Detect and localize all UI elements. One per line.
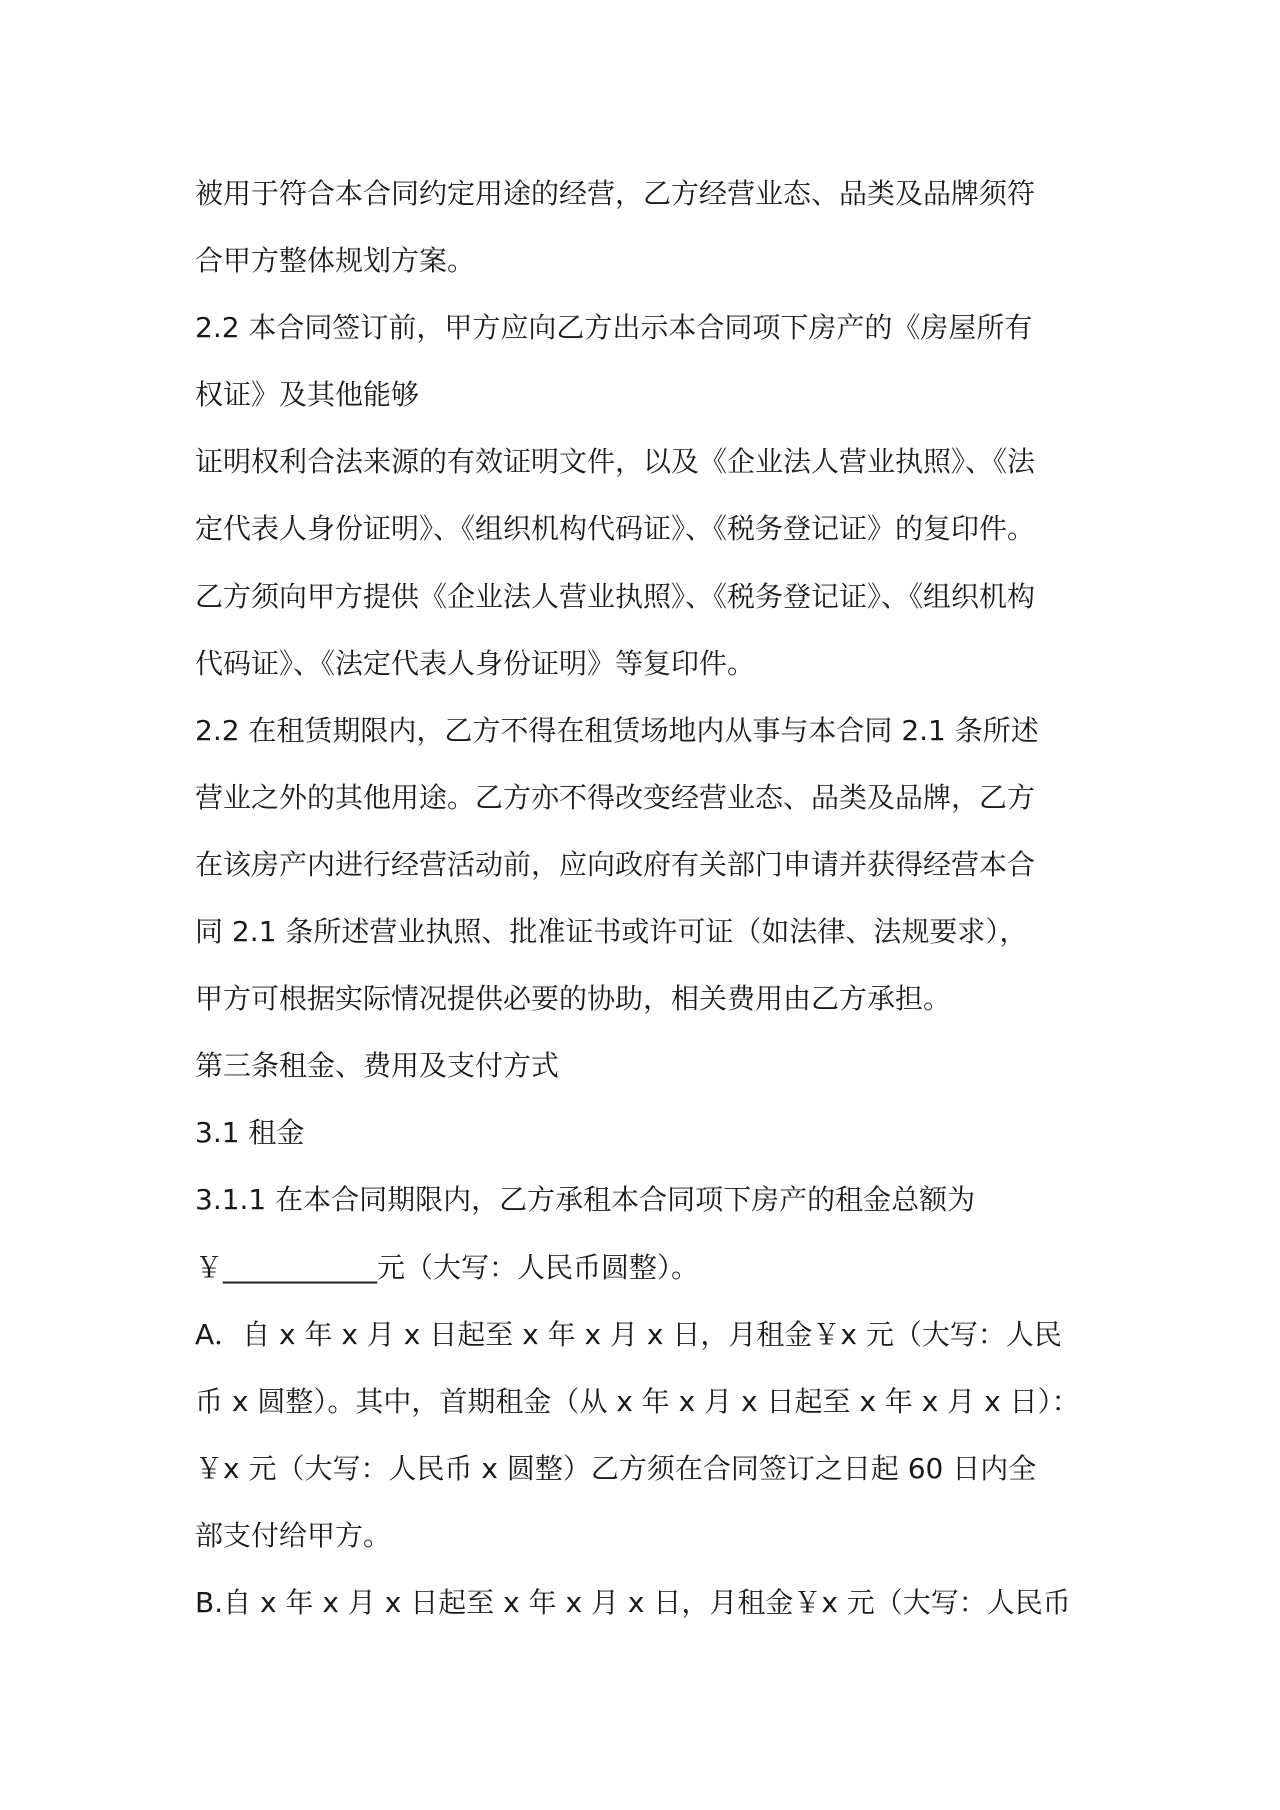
text-line: 证明权利合法来源的有效证明文件，以及《企业法人营业执照》、《法 (195, 445, 1036, 479)
text-line: ￥x 元（大写：人民币 x 圆整）乙方须在合同签订之日起 60 日内全 (195, 1451, 1037, 1485)
text-line: 币 x 圆整）。其中，首期租金（从 x 年 x 月 x 日起至 x 年 x 月 x 日）： (195, 1384, 1080, 1418)
text-line: 合甲方整体规划方案。 (195, 244, 476, 278)
clause-3-1-heading: 3.1 租金 (195, 1116, 305, 1150)
text-line: 代码证》、《法定代表人身份证明》等复印件。 (195, 646, 756, 680)
text-line: 营业之外的其他用途。乙方亦不得改变经营业态、品类及品牌，乙方 (195, 780, 1036, 814)
text-line: 部支付给甲方。 (195, 1518, 392, 1552)
clause-3-1-1-line: 3.1.1 在本合同期限内，乙方承租本合同项下房产的租金总额为 (195, 1183, 976, 1217)
clause-2-2-line: 2.2 本合同签订前，甲方应向乙方出示本合同项下房产的《房屋所有 (195, 311, 1033, 345)
clause-2-2-line: 2.2 在租赁期限内，乙方不得在租赁场地内从事与本合同 2.1 条所述 (195, 713, 1039, 747)
rent-total-blank-line: ￥___________元（大写：人民币圆整）。 (195, 1250, 700, 1284)
item-b-line: B.自 x 年 x 月 x 日起至 x 年 x 月 x 日，月租金￥x 元（大写：人民币 (195, 1585, 1071, 1619)
text-line: 在该房产内进行经营活动前，应向政府有关部门申请并获得经营本合 (195, 847, 1036, 881)
text-line: 同 2.1 条所述营业执照、批准证书或许可证（如法律、法规要求）， (195, 915, 1028, 949)
article-3-heading: 第三条租金、费用及支付方式 (195, 1049, 560, 1083)
text-line: 甲方可根据实际情况提供必要的协助，相关费用由乙方承担。 (195, 982, 952, 1016)
text-line: 乙方须向甲方提供《企业法人营业执照》、《税务登记证》、《组织机构 (195, 579, 1036, 613)
item-a-line: A．自 x 年 x 月 x 日起至 x 年 x 月 x 日，月租金￥x 元（大写：人民 (195, 1317, 1062, 1351)
text-line: 被用于符合本合同约定用途的经营，乙方经营业态、品类及品牌须符 (195, 177, 1036, 210)
text-line: 定代表人身份证明》、《组织机构代码证》、《税务登记证》的复印件。 (195, 512, 1036, 546)
contract-text-body (195, 160, 1100, 1636)
text-line: 权证》及其他能够 (195, 378, 420, 412)
